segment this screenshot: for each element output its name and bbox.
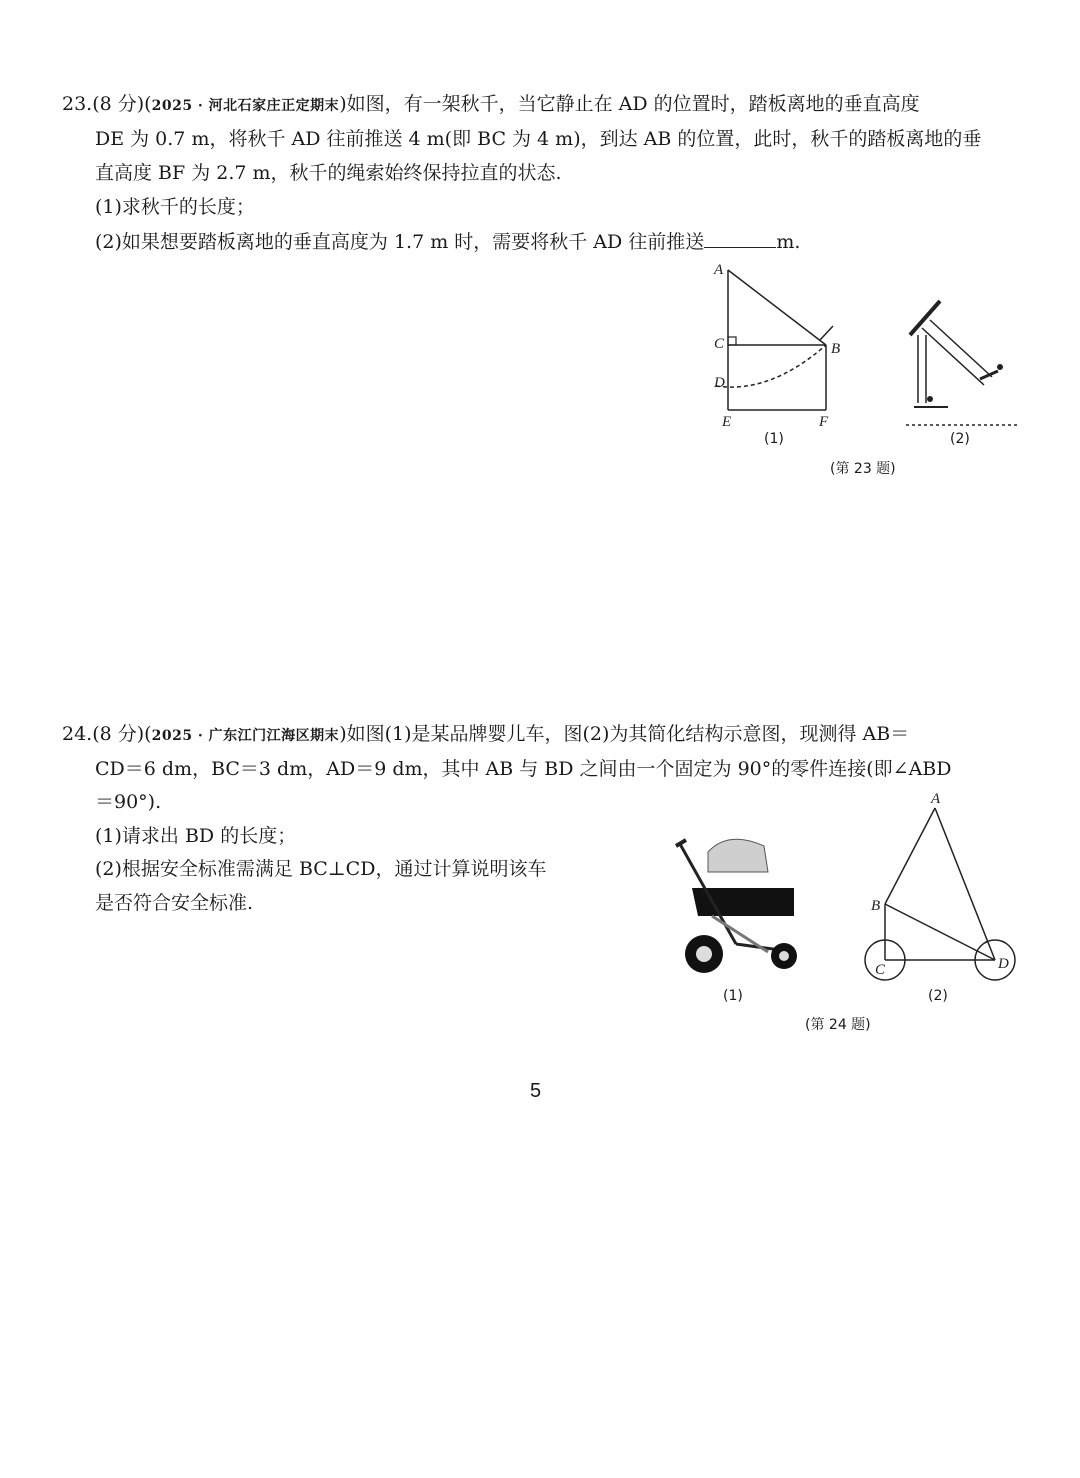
q24-line1-text: 如图(1)是某品牌婴儿车，图(2)为其简化结构示意图，现测得 AB＝ — [346, 723, 910, 745]
swing-rope-2 — [930, 320, 992, 377]
q24-figure1-stroller — [668, 832, 803, 982]
q24-sub2-line1: (2)根据安全标准需满足 BC⊥CD，通过计算说明该车 — [95, 858, 547, 880]
q23-source-close: ) — [339, 93, 347, 115]
q24-source: 2025 · 广东江门江海区期末 — [151, 728, 340, 744]
q24-figure2 — [855, 788, 1030, 988]
q24-line3: ＝90°). — [95, 791, 162, 813]
q23-answer-blank[interactable] — [704, 229, 776, 248]
q23-label-D: D — [714, 375, 725, 391]
q23-right-angle-C — [728, 337, 736, 345]
q23-score: (8 分)( — [92, 93, 152, 115]
q23-line1 — [62, 92, 920, 118]
q24-caption: (第 24 题) — [805, 1017, 871, 1033]
swing-rider-rest-icon — [927, 396, 933, 402]
stroller-front-hub — [779, 951, 789, 961]
q23-line3: 直高度 BF 为 2.7 m，秋千的绳索始终保持拉直的状态. — [95, 162, 562, 184]
q24-source-close: ) — [339, 723, 347, 745]
q24-label-B: B — [871, 898, 881, 914]
q23-label-B: B — [831, 341, 841, 357]
stroller-handle — [676, 840, 686, 846]
swing-pushed-seat — [980, 371, 998, 379]
q24-fig1-caption: (1) — [723, 988, 743, 1004]
q23-fig1-caption: (1) — [764, 431, 784, 447]
q23-sub1: (1)求秋千的长度； — [95, 196, 255, 218]
stroller-canopy — [708, 839, 768, 872]
q23-label-C: C — [714, 336, 725, 352]
page-number: 5 — [530, 1080, 542, 1102]
q24-number: 24. — [62, 723, 93, 745]
q23-caption: (第 23 题) — [830, 461, 896, 477]
q24-score: (8 分)( — [92, 723, 152, 745]
q23-line-AB — [728, 270, 826, 345]
q24-line-BD — [885, 904, 995, 960]
q24-sub1: (1)请求出 BD 的长度； — [95, 825, 297, 847]
q23-fig2-caption: (2) — [950, 431, 970, 447]
q24-label-C: C — [875, 962, 886, 978]
q23-sub2-unit: m. — [776, 231, 801, 253]
q23-figure1 — [700, 260, 850, 435]
q23-source: 2025 · 河北石家庄正定期末 — [151, 98, 340, 114]
q23-line2: DE 为 0.7 m，将秋千 AD 往前推送 4 m(即 BC 为 4 m)，到达 AB 的位置，此时，秋千的踏板离地的垂 — [95, 128, 982, 150]
q23-figure2 — [900, 295, 1025, 435]
q23-label-F: F — [819, 414, 829, 430]
q24-label-D: D — [998, 956, 1009, 972]
q23-arc-DB — [716, 345, 826, 387]
q24-line-AD — [935, 808, 995, 960]
q23-sub2 — [95, 229, 800, 254]
q24-fig2-caption: (2) — [928, 988, 948, 1004]
swing-rope-1 — [922, 328, 984, 385]
q23-line1-text: 如图，有一架秋千，当它静止在 AD 的位置时，踏板离地的垂直高度 — [346, 93, 920, 115]
q24-line-AB — [885, 808, 935, 904]
swing-rider-icon — [997, 364, 1003, 370]
q23-label-E: E — [722, 414, 732, 430]
q23-label-A: A — [714, 262, 724, 278]
q23-sub2-text: (2)如果想要踏板离地的垂直高度为 1.7 m 时，需要将秋千 AD 往前推送 — [95, 231, 705, 253]
stroller-rear-hub — [696, 946, 712, 962]
q24-label-A: A — [931, 791, 941, 807]
q24-line1 — [62, 722, 909, 748]
q23-number: 23. — [62, 93, 93, 115]
q24-line2: CD＝6 dm，BC＝3 dm，AD＝9 dm，其中 AB 与 BD 之间由一个固定为 90°的零件连接(即∠ABD — [95, 758, 952, 780]
q23-tick-B — [820, 326, 833, 340]
q24-sub2-line2: 是否符合安全标准. — [95, 892, 254, 914]
